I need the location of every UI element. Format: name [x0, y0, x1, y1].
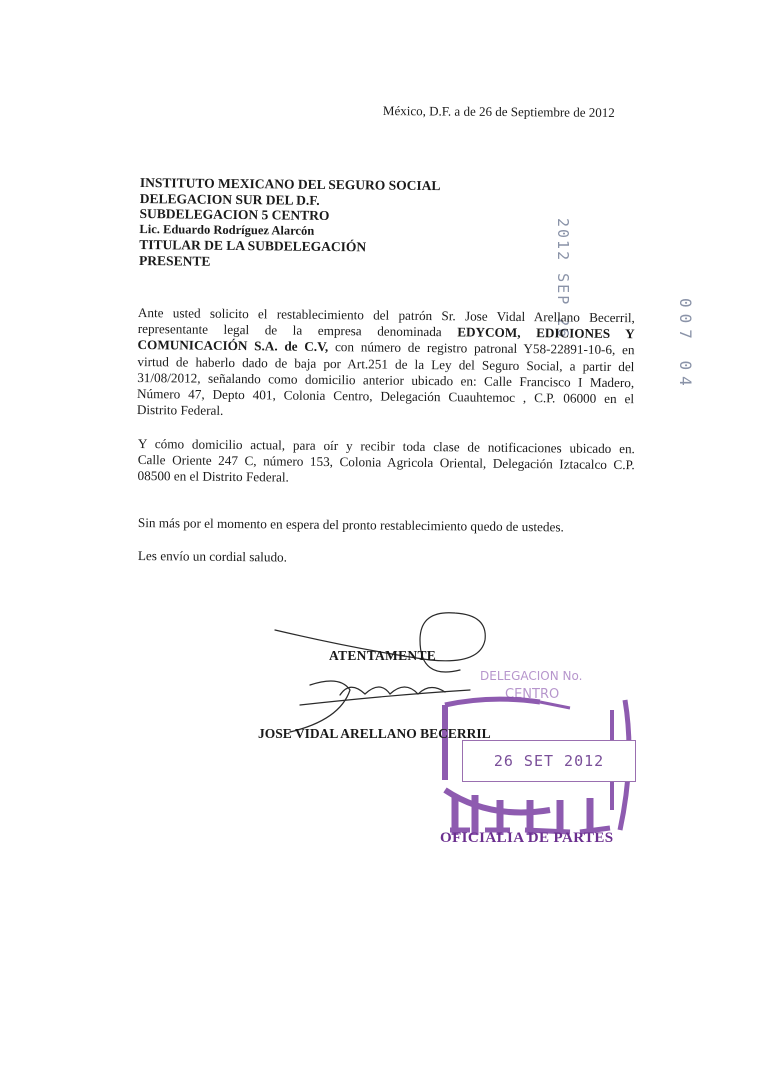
company-name-cont: COMUNICACIÓN S.A. de C.V, [137, 337, 329, 355]
recipient-subdelegation: SUBDELEGACION 5 CENTRO [139, 205, 330, 223]
paragraph-line: 08500 en el Distrito Federal. [137, 468, 289, 485]
date-line: México, D.F. a de 26 de Septiembre de 2012 [382, 103, 615, 121]
folio-number: 007 04 [676, 298, 695, 392]
paragraph-line: Distrito Federal. [136, 402, 224, 419]
recipient-title: TITULAR DE LA SUBDELEGACIÓN [139, 236, 367, 255]
stamp-date: 26 SET 2012 [462, 740, 636, 782]
paragraph-text: con número de registro patronal Y58-22891-10-6, en [328, 339, 635, 358]
paragraph-closing: Sin más por el momento en espera del pronto restablecimiento quedo de ustedes. [137, 515, 564, 535]
recipient-presente: PRESENTE [139, 252, 211, 269]
recipient-institution: INSTITUTO MEXICANO DEL SEGURO SOCIAL [139, 175, 441, 194]
paragraph-line: Ante usted solicito el restablecimiento del patrón Sr. Jose Vidal Arellano Becerril, [137, 305, 635, 326]
recipient-delegation: DELEGACION SUR DEL D.F. [139, 190, 320, 208]
paragraph-line: 31/08/2012, señalando como domicilio anterior ubicado en: Calle Francisco I Madero, [137, 369, 635, 391]
paragraph-line: Y cómo domicilio actual, para oír y recibir toda clase de notificaciones ubicado en. [137, 436, 635, 457]
stamp-label: OFICIALIA DE PARTES [440, 830, 614, 846]
paragraph-text: representante legal de la empresa denominada [137, 321, 458, 340]
stamp-top-text: DELEGACION No. [480, 669, 583, 683]
paragraph-request [137, 305, 635, 424]
handwritten-signature [270, 610, 500, 740]
recipient-block [139, 175, 540, 272]
paragraph-line: virtud de haberlo dado de baja por Art.251 de la Ley del Seguro Social, a partir del [137, 353, 635, 374]
signer-name: JOSE VIDAL ARELLANO BECERRIL [258, 726, 491, 741]
stamp-center-text: CENTRO [505, 687, 560, 702]
paragraph-line: Número 47, Depto 401, Colonia Centro, Delegación Cuauhtemoc , C.P. 06000 en el [136, 386, 635, 407]
closing-salutation: ATENTAMENTE [329, 648, 437, 663]
paragraph-line: Calle Oriente 247 C, número 153, Colonia Agricola Oriental, Delegación Iztacalco C.P. [137, 452, 635, 473]
paragraph-address [137, 436, 634, 490]
received-date-vertical-stamp: 2012 SEP 26 [554, 218, 572, 340]
paragraph-greeting: Les envío un cordial saludo. [137, 548, 288, 565]
recipient-name: Lic. Eduardo Rodríguez Alarcón [139, 221, 315, 238]
company-name: EDYCOM, EDICIONES Y [457, 324, 635, 342]
